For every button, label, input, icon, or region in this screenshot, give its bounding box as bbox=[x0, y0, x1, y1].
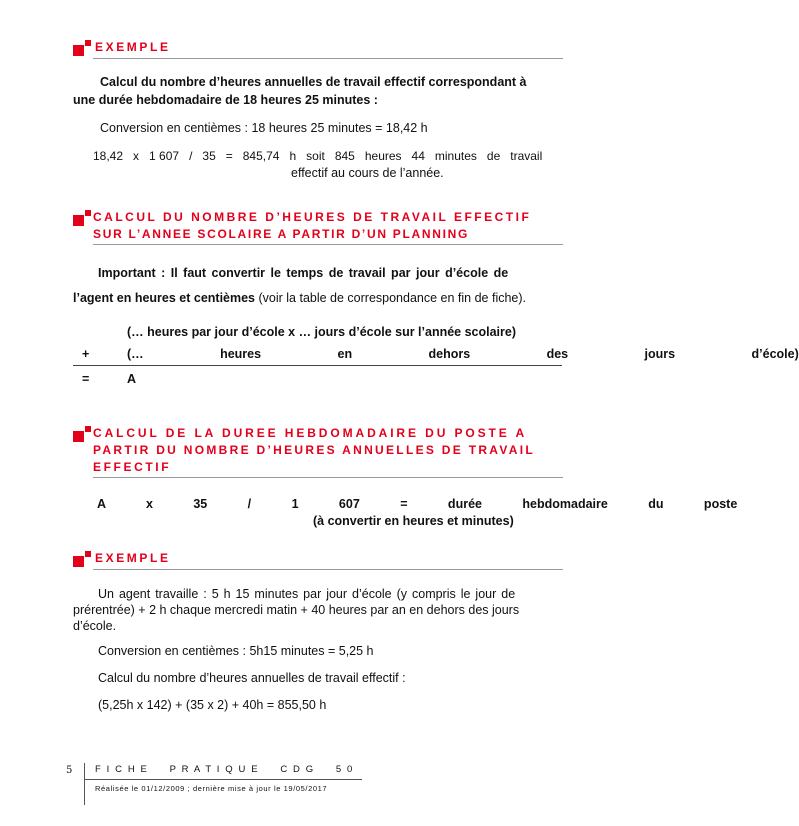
weekly-line1: A x 35 / 1 607 = durée hebdomadaire du poste bbox=[97, 497, 738, 511]
important-line2-rest: (voir la table de correspondance en fin de fiche). bbox=[255, 291, 527, 305]
important-line1: Important : Il faut convertir le temps de travail par jour d’école de bbox=[98, 266, 509, 280]
heading-line2: SUR L’ANNEE SCOLAIRE A PARTIR D’UN PLANNING bbox=[93, 227, 470, 241]
footer-page-number: 5 bbox=[66, 765, 73, 776]
section-heading-calcul-planning bbox=[73, 210, 563, 246]
ex2-line3: d’école. bbox=[73, 619, 117, 633]
formula-row1: (… heures par jour d’école x … jours d’école sur l’année scolaire) bbox=[127, 325, 517, 339]
ex1-intro-line1: Calcul du nombre d’heures annuelles de travail effectif correspondant à bbox=[100, 75, 527, 89]
formula-row3: A bbox=[127, 372, 137, 386]
footer-dates: Réalisée le 01/12/2009 ; dernière mise à jour le 19/05/2017 bbox=[95, 784, 328, 793]
heading-title: EXEMPLE bbox=[95, 40, 171, 54]
formula-row2: (… heures en dehors des jours d’école) bbox=[127, 347, 799, 361]
red-squares-icon bbox=[73, 551, 91, 567]
heading-rule bbox=[93, 58, 563, 59]
section-heading-exemple-1 bbox=[73, 40, 563, 62]
footer-vertical-rule bbox=[84, 763, 85, 805]
ex1-calc-line1: 18,42 x 1 607 / 35 = 845,74 h soit 845 heures 44 minutes de travail bbox=[93, 149, 543, 163]
red-squares-icon bbox=[73, 426, 91, 442]
heading-line1: CALCUL DU NOMBRE D’HEURES DE TRAVAIL EFFECTIF bbox=[93, 210, 532, 224]
footer-title: F I C H E P R A T I Q U E C D G 5 0 bbox=[95, 764, 354, 775]
weekly-line2: (à convertir en heures et minutes) bbox=[313, 514, 514, 528]
formula-row2-op: + bbox=[82, 347, 90, 361]
red-squares-icon bbox=[73, 210, 91, 226]
section-heading-duree-hebdomadaire bbox=[73, 426, 563, 480]
ex2-line1: Un agent travaille : 5 h 15 minutes par jour d’école (y compris le jour de bbox=[98, 587, 516, 601]
important-line2-bold: l’agent en heures et centièmes bbox=[73, 291, 256, 305]
ex1-intro-line2: une durée hebdomadaire de 18 heures 25 minutes : bbox=[73, 93, 378, 107]
ex2-line2: prérentrée) + 2 h chaque mercredi matin + 40 heures par an en dehors des jours bbox=[73, 603, 520, 617]
ex2-calc: (5,25h x 142) + (35 x 2) + 40h = 855,50 h bbox=[98, 698, 327, 712]
heading-rule bbox=[93, 477, 563, 478]
formula-row3-op: = bbox=[82, 372, 90, 386]
red-squares-icon bbox=[73, 40, 91, 56]
important-line2 bbox=[73, 290, 526, 306]
ex2-conversion: Conversion en centièmes : 5h15 minutes = 5,25 h bbox=[98, 644, 374, 658]
ex2-calc-title: Calcul du nombre d’heures annuelles de travail effectif : bbox=[98, 671, 406, 685]
section-heading-exemple-2 bbox=[73, 551, 563, 573]
heading-line1: CALCUL DE LA DUREE HEBDOMADAIRE DU POSTE A bbox=[93, 426, 528, 440]
formula-table-rule bbox=[73, 365, 562, 366]
footer-horizontal-rule bbox=[84, 779, 362, 780]
heading-line3: EFFECTIF bbox=[93, 460, 172, 474]
heading-rule bbox=[93, 569, 563, 570]
heading-line2: PARTIR DU NOMBRE D’HEURES ANNUELLES DE TRAVAIL bbox=[93, 443, 536, 457]
ex1-conversion: Conversion en centièmes : 18 heures 25 minutes = 18,42 h bbox=[100, 121, 428, 135]
ex1-calc-line2: effectif au cours de l’année. bbox=[291, 166, 444, 180]
heading-rule bbox=[93, 244, 563, 245]
heading-title: EXEMPLE bbox=[95, 551, 171, 565]
